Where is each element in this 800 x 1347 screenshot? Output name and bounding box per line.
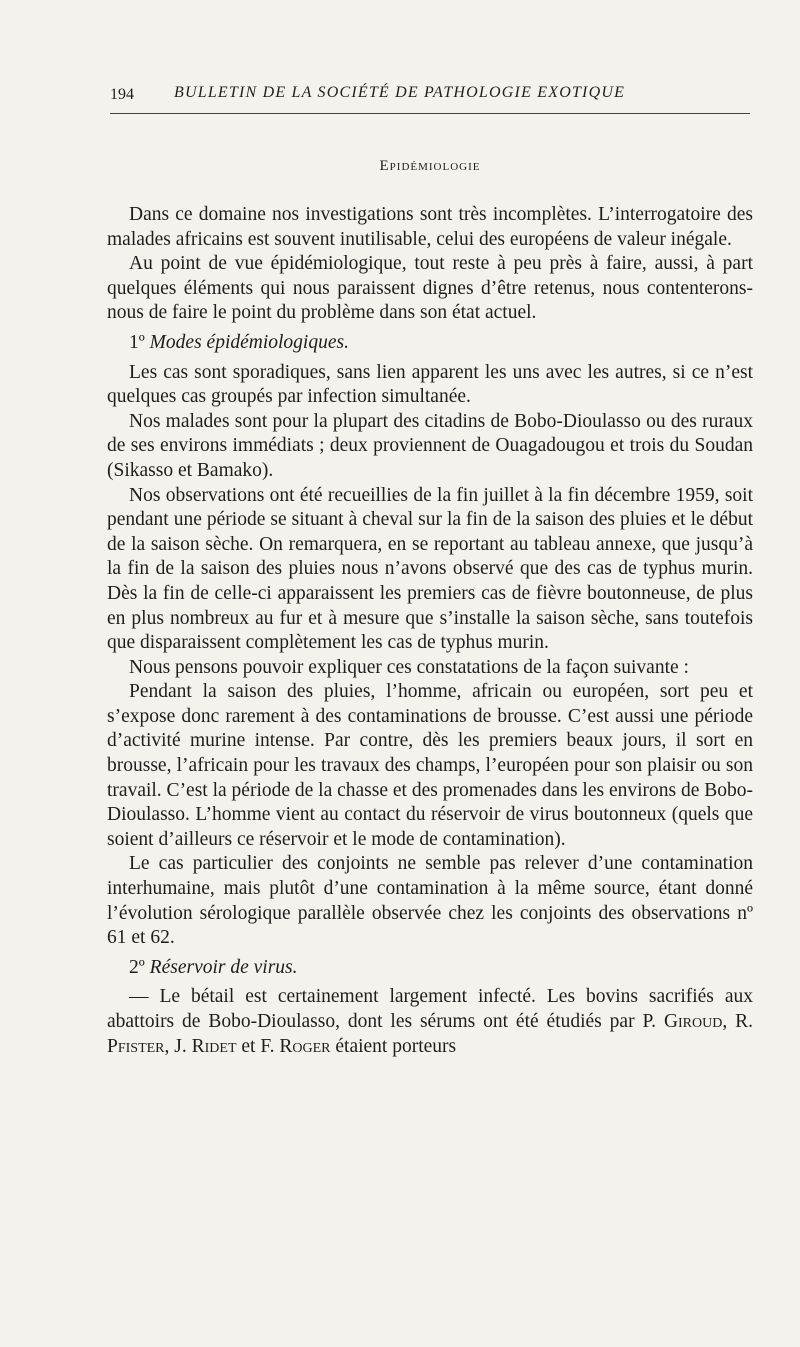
subheading-title: Réservoir de virus. [149,956,298,978]
paragraph: Nos malades sont pour la plupart des citadins de Bobo-Dioulasso ou des ruraux de ses environs immédiats ; deux proviennent de Ouagadougou et trois du Soudan (Sikasso et Bamako). [107,410,753,481]
page-header [110,84,750,114]
text-run: étaient porteurs [330,1035,457,1057]
subheading-number: 2º [129,956,145,978]
paragraph: Nos observations ont été recueillies de la fin juillet à la fin décembre 1959, soit pendant une période se situant à cheval sur la fin de la saison des pluies et le début de la saison sèche. On remarquera, en se reportant au tableau annexe, que jusqu’à la fin de la saison des pluies nous n’avons observé que des cas de typhus murin. Dès la fin de celle-ci apparaissent les premiers cas de fièvre boutonneuse, de plus en plus nombreux au fur et à mesure que s’installe la saison sèche, sans toutefois que disparaissent complètement les cas de typhus murin. [107,484,753,654]
page-number: 194 [110,86,134,103]
header-rule [110,113,750,114]
body-text [107,203,753,1059]
paragraph: Au point de vue épidémiologique, tout reste à peu près à faire, aussi, à part quelques éléments qui nous paraissent dignes d’être retenus, nous contenterons-nous de faire le point du problème dans son état actuel. [107,253,753,324]
paragraph: Le cas particulier des conjoints ne semble pas relever d’une contamination interhumaine, mais plutôt d’une contamination à la même source, étant donné l’évolution sérologique parallèle observée chez les conjoints des observations nº 61 et 62. [107,853,753,949]
subheading-modes [107,331,753,356]
author-name: Giroud [663,1011,723,1032]
text-run: et F. [236,1035,275,1057]
text-run: , J. [164,1035,187,1057]
subheading-reservoir [107,956,753,981]
paragraph: Nous pensons pouvoir expliquer ces constatations de la façon suivante : [129,656,689,678]
text-run: , R. [722,1011,754,1032]
running-title: BULLETIN DE LA SOCIÉTÉ DE PATHOLOGIE EXOTIQUE [174,84,626,101]
paragraph-reservoir [107,985,753,1059]
text-run: — Le bétail est certainement largement infecté. Les bovins sacrifiés aux abattoirs de Bobo-Dioulasso, dont les sérums ont été étudiés par P. [107,986,753,1032]
paragraph: Pendant la saison des pluies, l’homme, africain ou européen, sort peu et s’expose donc rarement à des contaminations de brousse. C’est aussi une période d’activité murine intense. Par contre, dès les premiers beaux jours, il sort en brousse, l’africain pour les travaux des champs, l’européen pour son plaisir ou son travail. C’est la période de la chasse et des promenades dans les environs de Bobo-Dioulasso. L’homme vient au contact du réservoir de virus boutonneux (quels que soient d’ailleurs ce réservoir et le mode de contamination). [107,681,754,850]
paragraph: Les cas sont sporadiques, sans lien apparent les uns avec les autres, si ce n’est quelques cas groupés par infection simultanée. [107,361,753,408]
author-name: Roger [279,1035,331,1057]
subheading-number: 1º [129,331,145,353]
subheading-title: Modes épidémiologiques. [149,331,349,353]
paragraph: Dans ce domaine nos investigations sont très incomplètes. L’interrogatoire des malades africains est souvent inutilisable, celui des européens de valeur inégale. [107,204,753,250]
author-name: Pfister [107,1035,165,1057]
section-heading: Epidémiologie [379,158,481,174]
author-name: Ridet [191,1035,237,1057]
